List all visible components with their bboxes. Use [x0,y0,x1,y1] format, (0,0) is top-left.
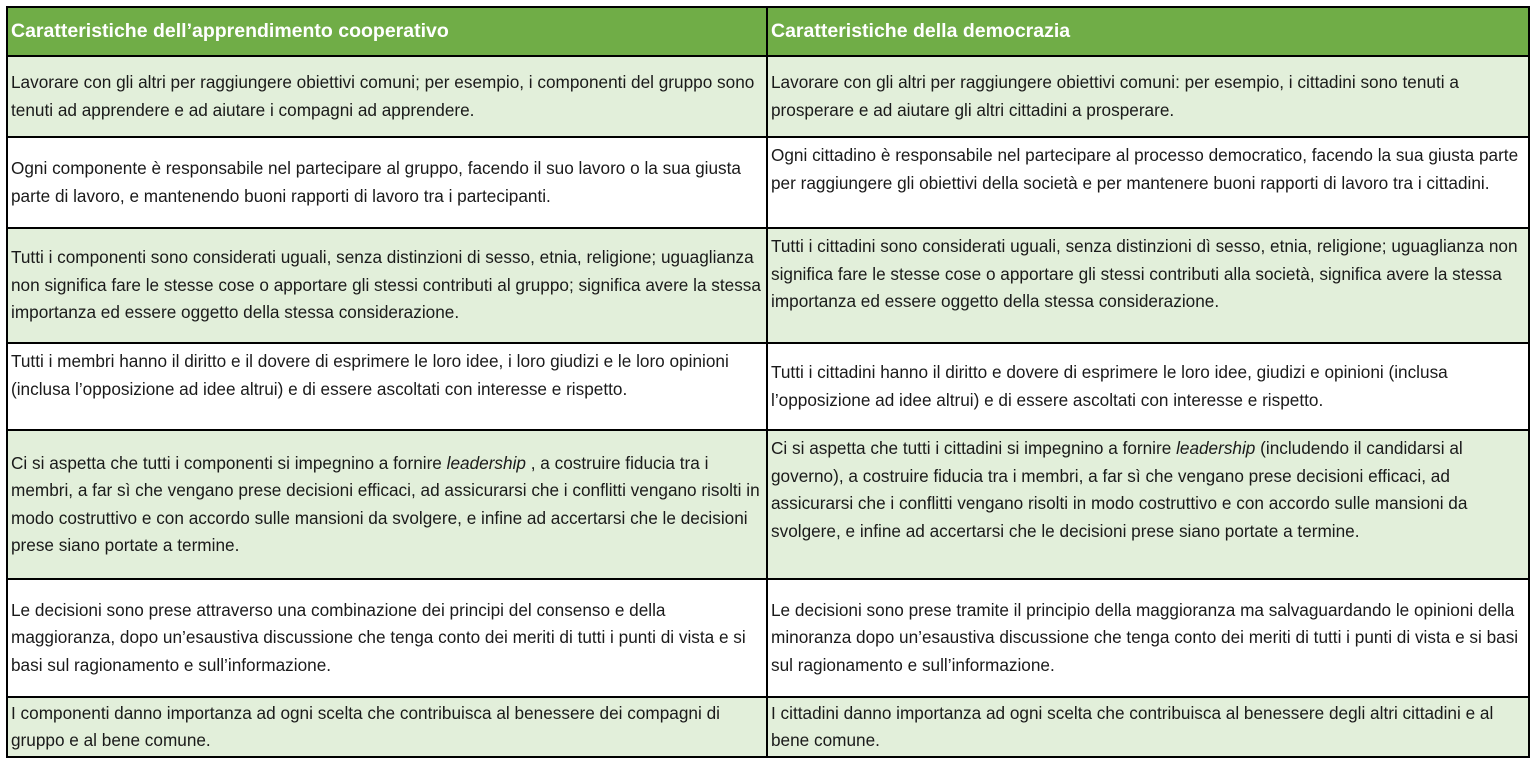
cell-democracy: I cittadini danno importanza ad ogni scelta che contribuisca al benessere degli altri cittadini e al bene comune. [767,697,1529,757]
cell-democracy: Tutti i cittadini sono considerati uguali, senza distinzioni dì sesso, etnia, religione; uguaglianza non significa fare le stesse cose o apportare gli stessi contributi alla società, significa avere la stessa importanza ed essere oggetto della stessa considerazione. [767,228,1529,343]
comparison-table [6,6,1530,758]
cell-cooperative: Lavorare con gli altri per raggiungere obiettivi comuni; per esempio, i componenti del gruppo sono tenuti ad apprendere e ad aiutare i compagni ad apprendere. [7,56,767,137]
text-before: Ci si aspetta che tutti i componenti si impegnino a fornire [11,452,447,473]
cell-cooperative: Tutti i membri hanno il diritto e il dovere di esprimere le loro idee, i loro giudizi e le loro opinioni (inclusa l’opposizione ad idee altrui) e di essere ascoltati con interesse e rispetto. [7,343,767,430]
text-emphasis: leadership [446,452,526,473]
cell-democracy: Le decisioni sono prese tramite il principio della maggioranza ma salvaguardando le opinioni della minoranza dopo un’esaustiva discussione che tenga conto dei meriti di tutti i punti di vista e si basi sul ragionamento e sull’informazione. [767,579,1529,697]
table-row [7,579,1529,697]
cell-cooperative: I componenti danno importanza ad ogni scelta che contribuisca al benessere dei compagni di gruppo e al bene comune. [7,697,767,757]
cell-democracy: Tutti i cittadini hanno il diritto e dovere di esprimere le loro idee, giudizi e opinioni (inclusa l’opposizione ad idee altrui) e di essere ascoltati con interesse e rispetto. [767,343,1529,430]
text-emphasis: leadership [1176,438,1256,458]
cell-democracy: Ogni cittadino è responsabile nel partecipare al processo democratico, facendo la sua giusta parte per raggiungere gli obiettivi della società e per mantenere buoni rapporti di lavoro tra i cittadini. [767,137,1529,228]
text-before: Ci si aspetta che tutti i cittadini si impegnino a fornire [771,438,1177,458]
table-row [7,137,1529,228]
header-cooperative-learning: Caratteristiche dell’apprendimento cooperativo [7,7,767,56]
table-row [7,430,1529,579]
table-row [7,697,1529,757]
cell-cooperative: Le decisioni sono prese attraverso una combinazione dei principi del consenso e della maggioranza, dopo un’esaustiva discussione che tenga conto dei meriti di tutti i punti di vista e si basi sul ragionamento e sull’informazione. [7,579,767,697]
cell-cooperative: Ogni componente è responsabile nel partecipare al gruppo, facendo il suo lavoro o la sua giusta parte di lavoro, e mantenendo buoni rapporti di lavoro tra i partecipanti. [7,137,767,228]
table-row [7,228,1529,343]
table-row [7,343,1529,430]
cell-cooperative [7,430,767,579]
cell-democracy [767,430,1529,579]
table-row [7,56,1529,137]
text-after: , a costruire fiducia tra i membri, a far sì che vengano prese decisioni efficaci, ad assicurarsi che i conflitti vengano risolti in modo costruttivo e con accordo sulle mansioni da svolgere, e infine ad accertarsi che le decisioni prese siano portate a termine. [11,452,760,555]
header-row [7,7,1529,56]
cell-cooperative: Tutti i componenti sono considerati uguali, senza distinzioni di sesso, etnia, religione; uguaglianza non significa fare le stesse cose o apportare gli stessi contributi al gruppo; significa avere la stessa importanza ed essere oggetto della stessa considerazione. [7,228,767,343]
cell-democracy: Lavorare con gli altri per raggiungere obiettivi comuni: per esempio, i cittadini sono tenuti a prosperare e ad aiutare gli altri cittadini a prosperare. [767,56,1529,137]
text-after: (includendo il candidarsi al governo), a costruire fiducia tra i membri, a far sì che vengano prese decisioni efficaci, ad assicurarsi che i conflitti vengano risolti in modo costruttivo e con accordo sulle mansioni da svolgere, e infine ad accertarsi che le decisioni prese siano portate a termine. [771,438,1468,541]
header-democracy: Caratteristiche della democrazia [767,7,1529,56]
